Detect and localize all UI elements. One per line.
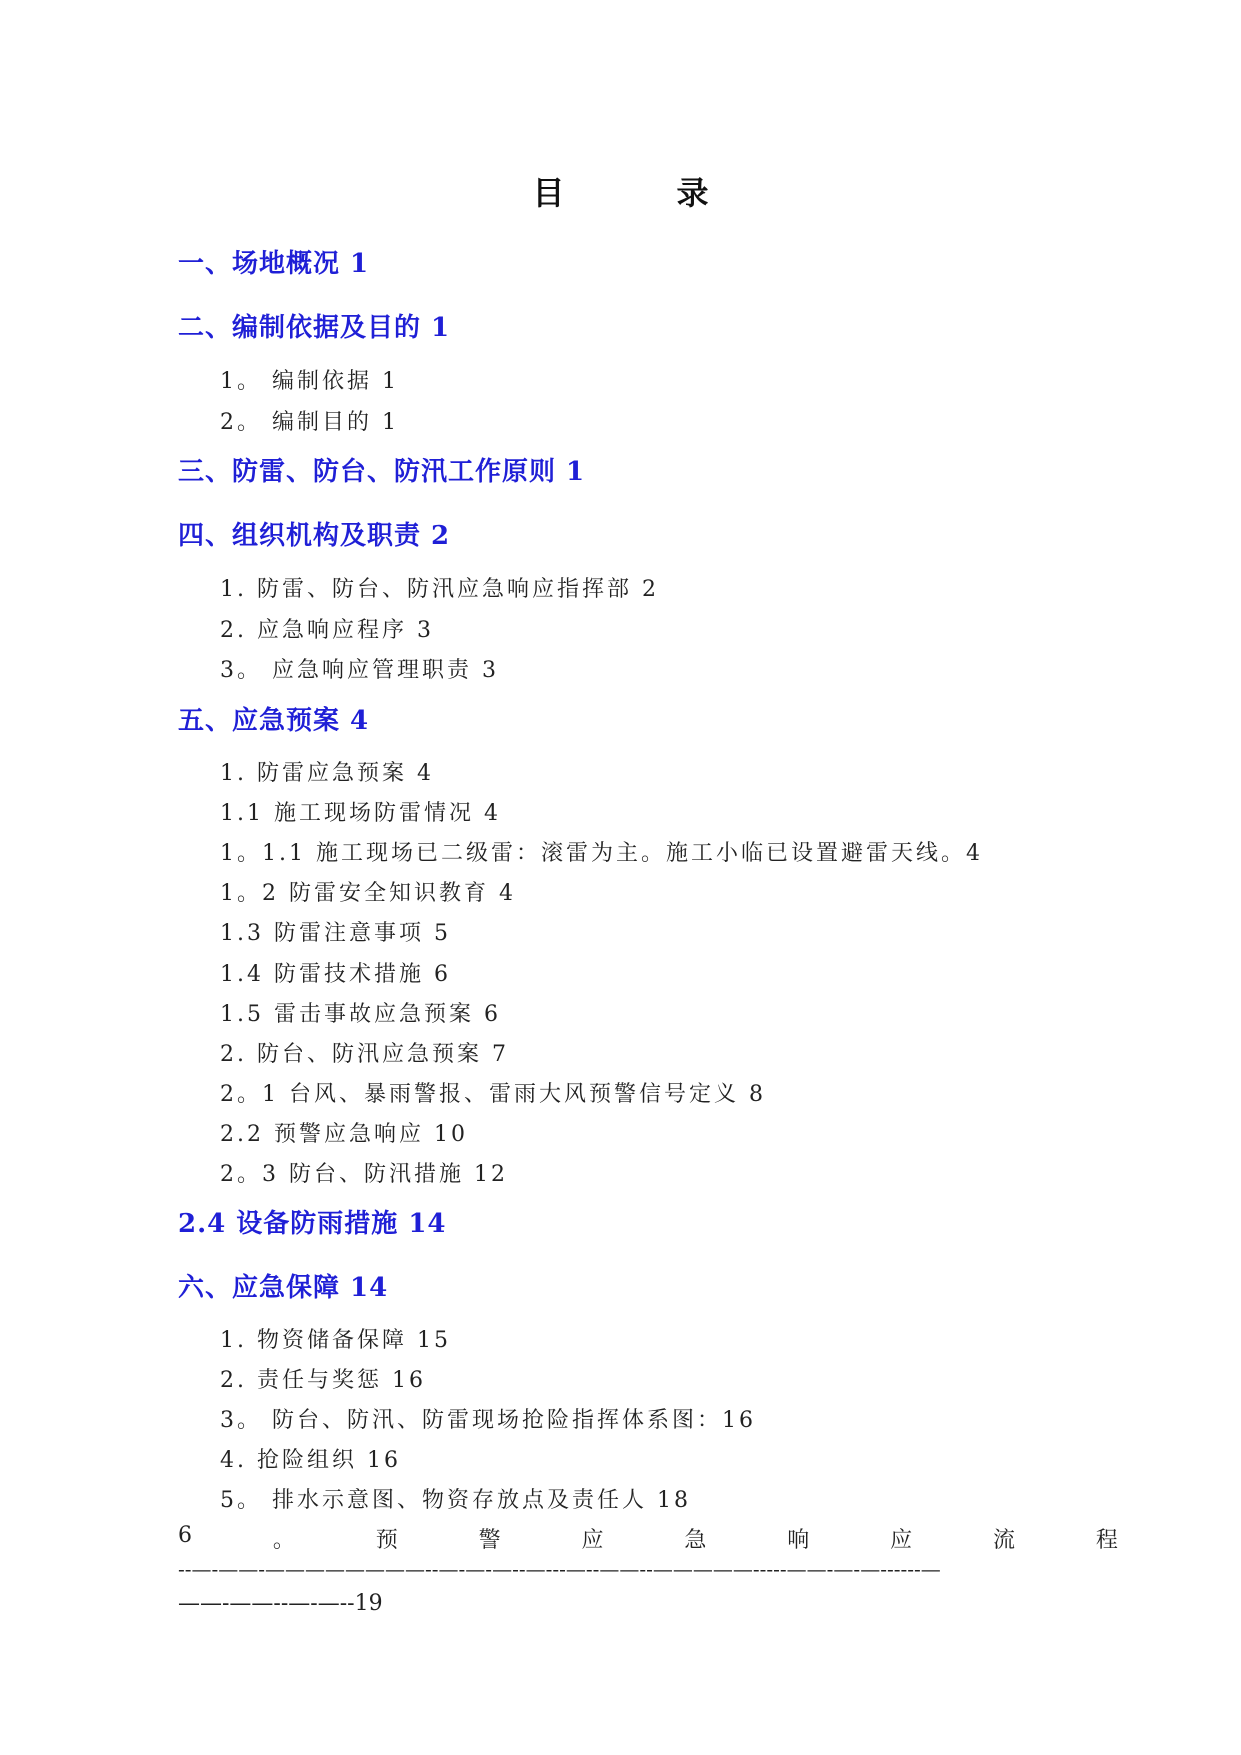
toc-entry[interactable]: 4. 抢险组织 16 bbox=[220, 1448, 401, 1473]
toc-entry[interactable]: 5。 排水示意图、物资存放点及责任人 18 bbox=[220, 1488, 691, 1513]
toc-entry[interactable]: 2.2 预警应急响应 10 bbox=[220, 1122, 468, 1147]
toc-entry[interactable]: 3。 应急响应管理职责 3 bbox=[220, 658, 499, 683]
toc-dash-leader: --—-——-————————--—-—-—--—---—--——--—————-----——-—-—------— bbox=[178, 1557, 941, 1581]
toc-entry[interactable]: 3。 防台、防汛、防雷现场抢险指挥体系图：16 bbox=[220, 1408, 756, 1433]
toc-entry[interactable]: 四、组织机构及职责 2 bbox=[178, 521, 451, 551]
toc-entry[interactable]: 五、应急预案 4 bbox=[178, 706, 370, 736]
toc-dash-leader-page: ——-——--—-—--19 bbox=[178, 1591, 383, 1616]
toc-last-entry-word: 应 bbox=[890, 1528, 913, 1553]
toc-entry[interactable]: 1. 物资储备保障 15 bbox=[220, 1328, 451, 1353]
toc-entry[interactable]: 2。 编制目的 1 bbox=[220, 410, 399, 435]
toc-title: 目 录 bbox=[532, 174, 749, 212]
toc-entry[interactable]: 1.3 防雷注意事项 5 bbox=[220, 921, 451, 946]
toc-last-entry-word: 应 bbox=[581, 1528, 604, 1553]
toc-entry[interactable]: 1。1.1 施工现场已二级雷：滚雷为主。施工小临已设置避雷天线。4 bbox=[220, 841, 983, 866]
toc-last-entry-word: 响 bbox=[787, 1528, 810, 1553]
toc-entry[interactable]: 2.4 设备防雨措施 14 bbox=[178, 1209, 447, 1239]
toc-last-entry-word: 警 bbox=[478, 1528, 501, 1553]
toc-entry[interactable]: 三、防雷、防台、防汛工作原则 1 bbox=[178, 457, 586, 487]
toc-entry[interactable]: 1. 防雷、防台、防汛应急响应指挥部 2 bbox=[220, 577, 659, 602]
toc-entry[interactable]: 2. 责任与奖惩 16 bbox=[220, 1368, 426, 1393]
toc-entry[interactable]: 2。3 防台、防汛措施 12 bbox=[220, 1162, 508, 1187]
toc-entry[interactable]: 六、应急保障 14 bbox=[178, 1273, 389, 1303]
toc-entry[interactable]: 1。2 防雷安全知识教育 4 bbox=[220, 881, 516, 906]
toc-entry[interactable]: 1. 防雷应急预案 4 bbox=[220, 761, 434, 786]
toc-last-entry-word: 流 bbox=[992, 1528, 1015, 1553]
toc-last-entry-word: 急 bbox=[684, 1528, 707, 1553]
toc-last-entry[interactable] bbox=[178, 1523, 1118, 1554]
toc-entry[interactable]: 二、编制依据及目的 1 bbox=[178, 313, 451, 343]
toc-last-entry-word: 6 bbox=[178, 1523, 192, 1548]
toc-entry[interactable]: 1。 编制依据 1 bbox=[220, 369, 399, 394]
toc-entry[interactable]: 2。1 台风、暴雨警报、雷雨大风预警信号定义 8 bbox=[220, 1082, 766, 1107]
toc-entry[interactable]: 1.5 雷击事故应急预案 6 bbox=[220, 1002, 501, 1027]
toc-last-entry-word: 。 bbox=[272, 1528, 295, 1553]
toc-entry[interactable]: 1.4 防雷技术措施 6 bbox=[220, 962, 451, 987]
toc-entry[interactable]: 一、场地概况 1 bbox=[178, 249, 370, 279]
toc-entry[interactable]: 2. 应急响应程序 3 bbox=[220, 618, 434, 643]
toc-entry[interactable]: 2. 防台、防汛应急预案 7 bbox=[220, 1042, 509, 1067]
toc-last-entry-word: 预 bbox=[375, 1528, 398, 1553]
toc-entry[interactable]: 1.1 施工现场防雷情况 4 bbox=[220, 801, 501, 826]
toc-last-entry-word: 程 bbox=[1095, 1528, 1118, 1553]
